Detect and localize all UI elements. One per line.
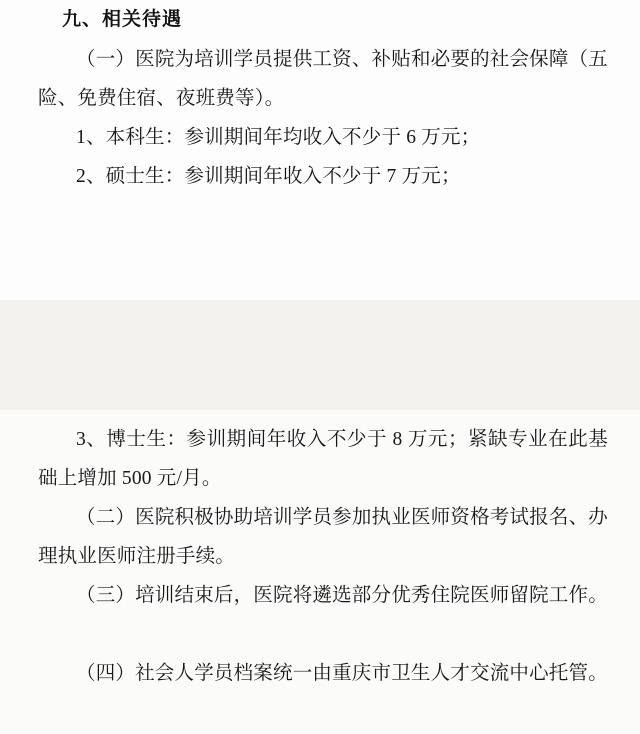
- paragraph-undergraduate-income: 1、本科生：参训期间年均收入不少于 6 万元；: [76, 127, 481, 148]
- paragraph-benefits-overview: （一）医院为培训学员提供工资、补贴和必要的社会保障（五险、免费住宿、夜班费等）。: [38, 49, 608, 109]
- paragraph-doctor-income: 3、博士生：参训期间年收入不少于 8 万元；紧缺专业在此基础上增加 500 元/月。: [38, 429, 608, 489]
- paragraph-license-exam-assistance: （二）医院积极协助培训学员参加执业医师资格考试报名、办理执业医师注册手续。: [38, 507, 608, 567]
- page-background-middle: [0, 300, 640, 410]
- paragraph-post-training-recruitment: （三）培训结束后，医院将遴选部分优秀住院医师留院工作。: [76, 585, 608, 606]
- section-heading: 九、相关待遇: [62, 8, 183, 30]
- paragraph-file-management: （四）社会人学员档案统一由重庆市卫生人才交流中心托管。: [76, 663, 608, 684]
- paragraph-master-income: 2、硕士生：参训期间年收入不少于 7 万元；: [76, 166, 461, 187]
